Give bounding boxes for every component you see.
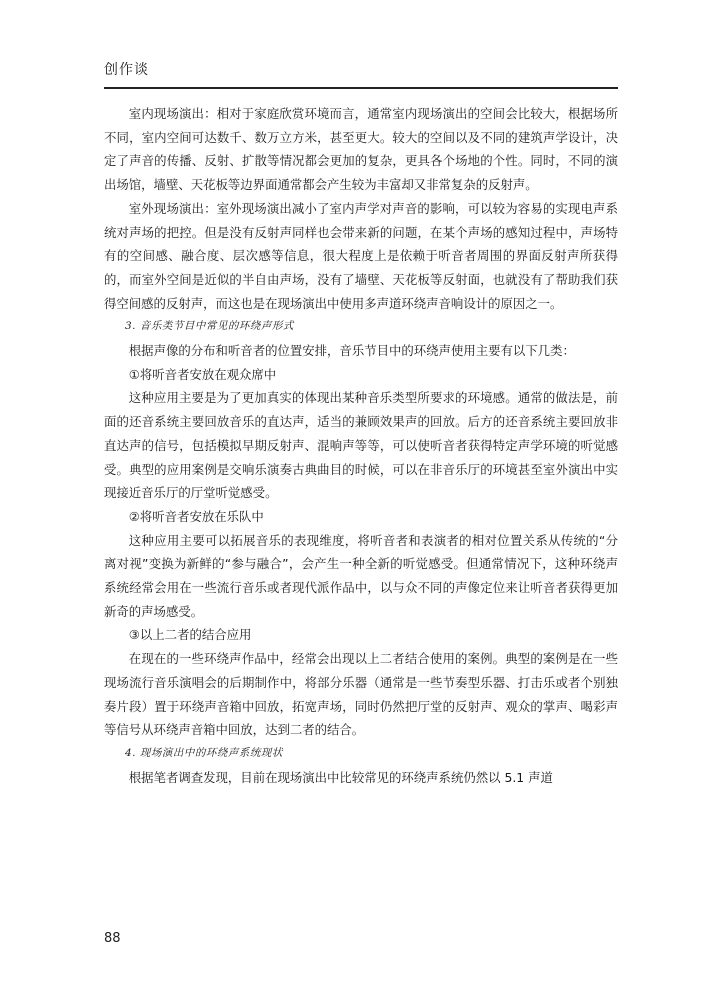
list-item-combined: ③以上二者的结合应用: [128, 627, 252, 643]
list-item-band-position: ②将听音者安放在乐队中: [128, 508, 264, 524]
paragraph-indoor-live: 室内现场演出：相对于家庭欣赏环境而言，通常室内现场演出的空间会比较大，根据场所不同，室内空间可达数千、数万立方米，甚至更大。较大的空间以及不同的建筑声学设计，决定了声音的传播、反射、扩散等情况都会更加的复杂，更具各个场地的个性。同时，不同的演出场馆，墙壁、天花板等边界面通常都会产生较为丰富却又非常复杂的反射声。: [104, 106, 618, 193]
subheading-surround-forms: 3. 音乐类节目中常见的环绕声形式: [125, 320, 294, 333]
paragraph-audience-position: 这种应用主要是为了更加真实的体现出某种音乐类型所要求的环境感。通常的做法是，前面的还音系统主要回放音乐的直达声，适当的兼顾效果声的回放。后方的还音系统主要回放非直达声的信号，包括模拟早期反射声、混响声等等，可以使听音者获得特定声学环境的听觉感受。典型的应用案例是交响乐演奏古典曲目的时候，可以在非音乐厅的环境甚至室外演出中实现接近音乐厅的厅堂听觉感受。: [104, 390, 618, 501]
paragraph-categories-intro: 根据声像的分布和听音者的位置安排，音乐节目中的环绕声使用主要有以下几类：: [128, 343, 575, 359]
paragraph-combined: 在现在的一些环绕声作品中，经常会出现以上二者结合使用的案例。典型的案例是在一些现场流行音乐演唱会的后期制作中，将部分乐器（通常是一些节奏型乐器、打击乐或者个别独奏片段）置于环绕声音箱中回放，拓宽声场，同时仍然把厅堂的反射声、观众的掌声、喝彩声等信号从环绕声音箱中回放，达到二者的结合。: [104, 651, 618, 738]
paragraph-band-position: 这种应用主要可以拓展音乐的表现维度，将听音者和表演者的相对位置关系从传统的“分离对视”变换为新鲜的“参与融合”，会产生一种全新的听觉感受。但通常情况下，这种环绕声系统经常会用在一些流行音乐或者现代派作品中，以与众不同的声像定位来让听音者获得更加新奇的声场感受。: [104, 532, 618, 619]
article-body: [104, 102, 618, 789]
list-item-audience-position: ①将听音者安放在观众席中: [128, 366, 277, 382]
running-header-title: 创作谈: [104, 62, 149, 78]
subheading-live-surround-status: 4. 现场演出中的环绕声系统现状: [125, 746, 283, 759]
page-number: 88: [104, 931, 121, 946]
paragraph-survey: 根据笔者调查发现，目前在现场演出中比较常见的环绕声系统仍然以 5.1 声道: [128, 769, 553, 785]
paragraph-outdoor-live: 室外现场演出：室外现场演出减小了室内声学对声音的影响，可以较为容易的实现电声系统对声场的把控。但是没有反射声同样也会带来新的问题，在某个声场的感知过程中，声场特有的空间感、融合度、层次感等信息，很大程度上是依赖于听音者周围的界面反射声所获得的，而室外空间是近似的半自由声场，没有了墙壁、天花板等反射面，也就没有了帮助我们获得空间感的反射声，而这也是在现场演出中使用多声道环绕声音响设计的原因之一。: [104, 200, 618, 311]
header-rule: [104, 87, 618, 89]
